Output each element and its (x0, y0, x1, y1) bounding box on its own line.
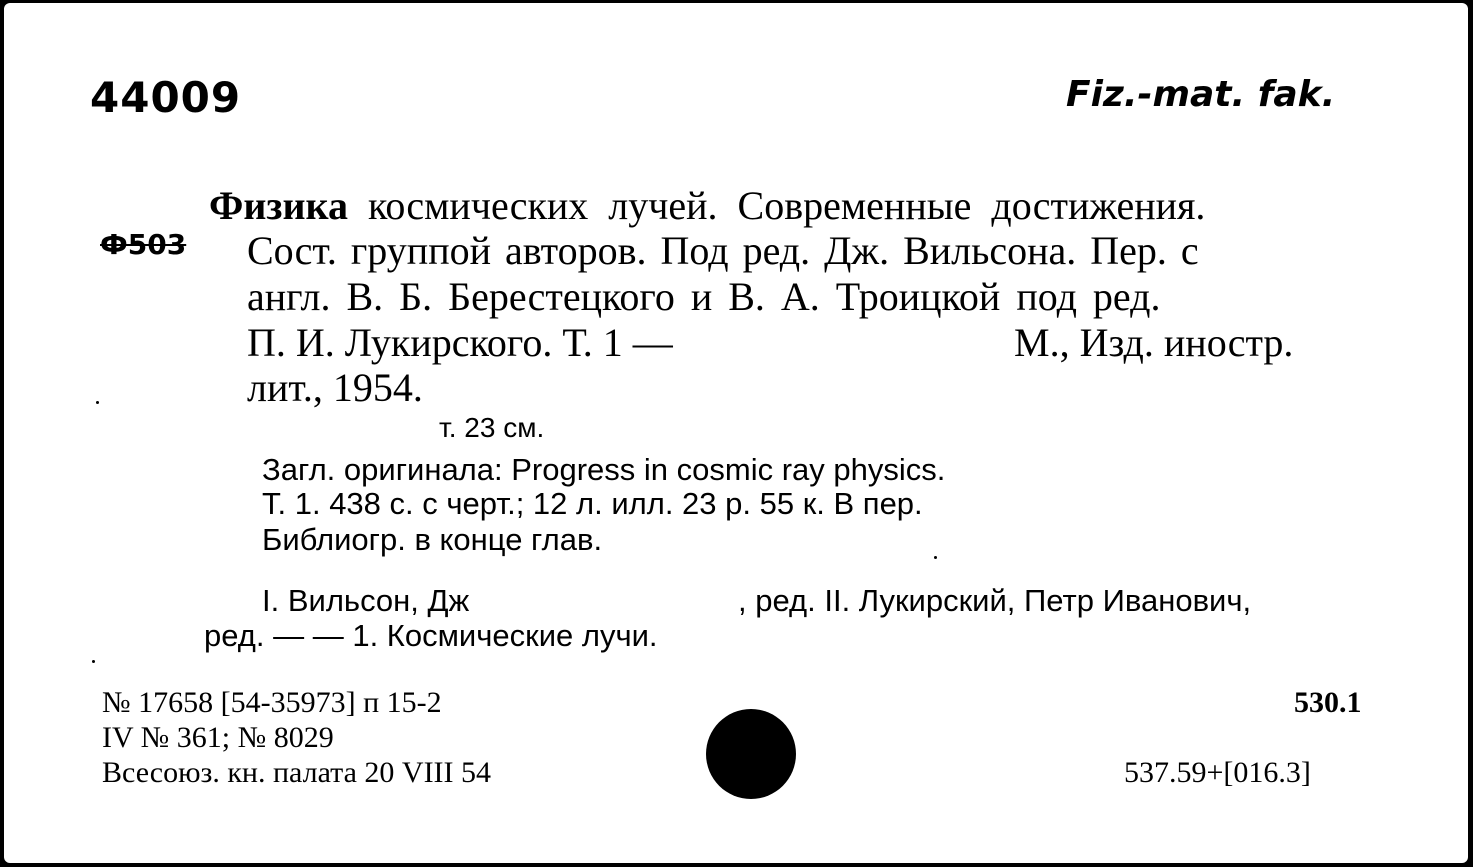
handwritten-faculty-note: Fiz.-mat. fak. (1066, 74, 1336, 115)
classification-main: 530.1 (1294, 686, 1362, 719)
original-title-note: Загл. оригинала: Progress in cosmic ray physics. (262, 452, 946, 487)
title-line-2: Сост. группой авторов. Под ред. Дж. Вильсона. Пер. с (247, 228, 1199, 273)
bibliography-note: Библиогр. в конце глав. (262, 522, 603, 557)
size-note: т. 23 см. (439, 412, 545, 443)
title-line-4-imprint: М., Изд. иностр. (1014, 320, 1294, 365)
pagination-note: Т. 1. 438 с. с черт.; 12 л. илл. 23 р. 55 к. В пер. (262, 486, 923, 521)
shelf-mark: Ф503 (100, 228, 187, 261)
speck-3 (934, 556, 937, 559)
tracing-line-1b: , ред. II. Лукирский, Петр Иванович, (738, 583, 1252, 618)
title-first-word: Физика (209, 183, 348, 228)
title-line-5: лит., 1954. (247, 365, 423, 410)
tracing-line-2: ред. — — 1. Космические лучи. (204, 618, 658, 653)
catalog-card (4, 3, 1468, 863)
footer-registration: № 17658 [54-35973] п 15-2 (102, 686, 442, 719)
title-line-3: англ. В. Б. Берестецкого и В. А. Троицкой под ред. (247, 274, 1161, 319)
speck-1 (96, 401, 99, 404)
title-line-1-rest: космических лучей. Современные достижения. (347, 183, 1206, 228)
speck-2 (92, 660, 95, 663)
title-line-1 (209, 183, 1206, 228)
punch-hole (706, 709, 796, 799)
footer-chamber-date: Всесоюз. кн. палата 20 VIII 54 (102, 756, 492, 789)
footer-record-numbers: IV № 361; № 8029 (102, 721, 334, 754)
title-line-4: П. И. Лукирского. Т. 1 — (247, 320, 673, 365)
tracing-line-1a: I. Вильсон, Дж (262, 583, 470, 618)
classification-secondary: 537.59+[016.3] (1124, 756, 1311, 789)
handwritten-accession-number: 44009 (90, 73, 242, 122)
